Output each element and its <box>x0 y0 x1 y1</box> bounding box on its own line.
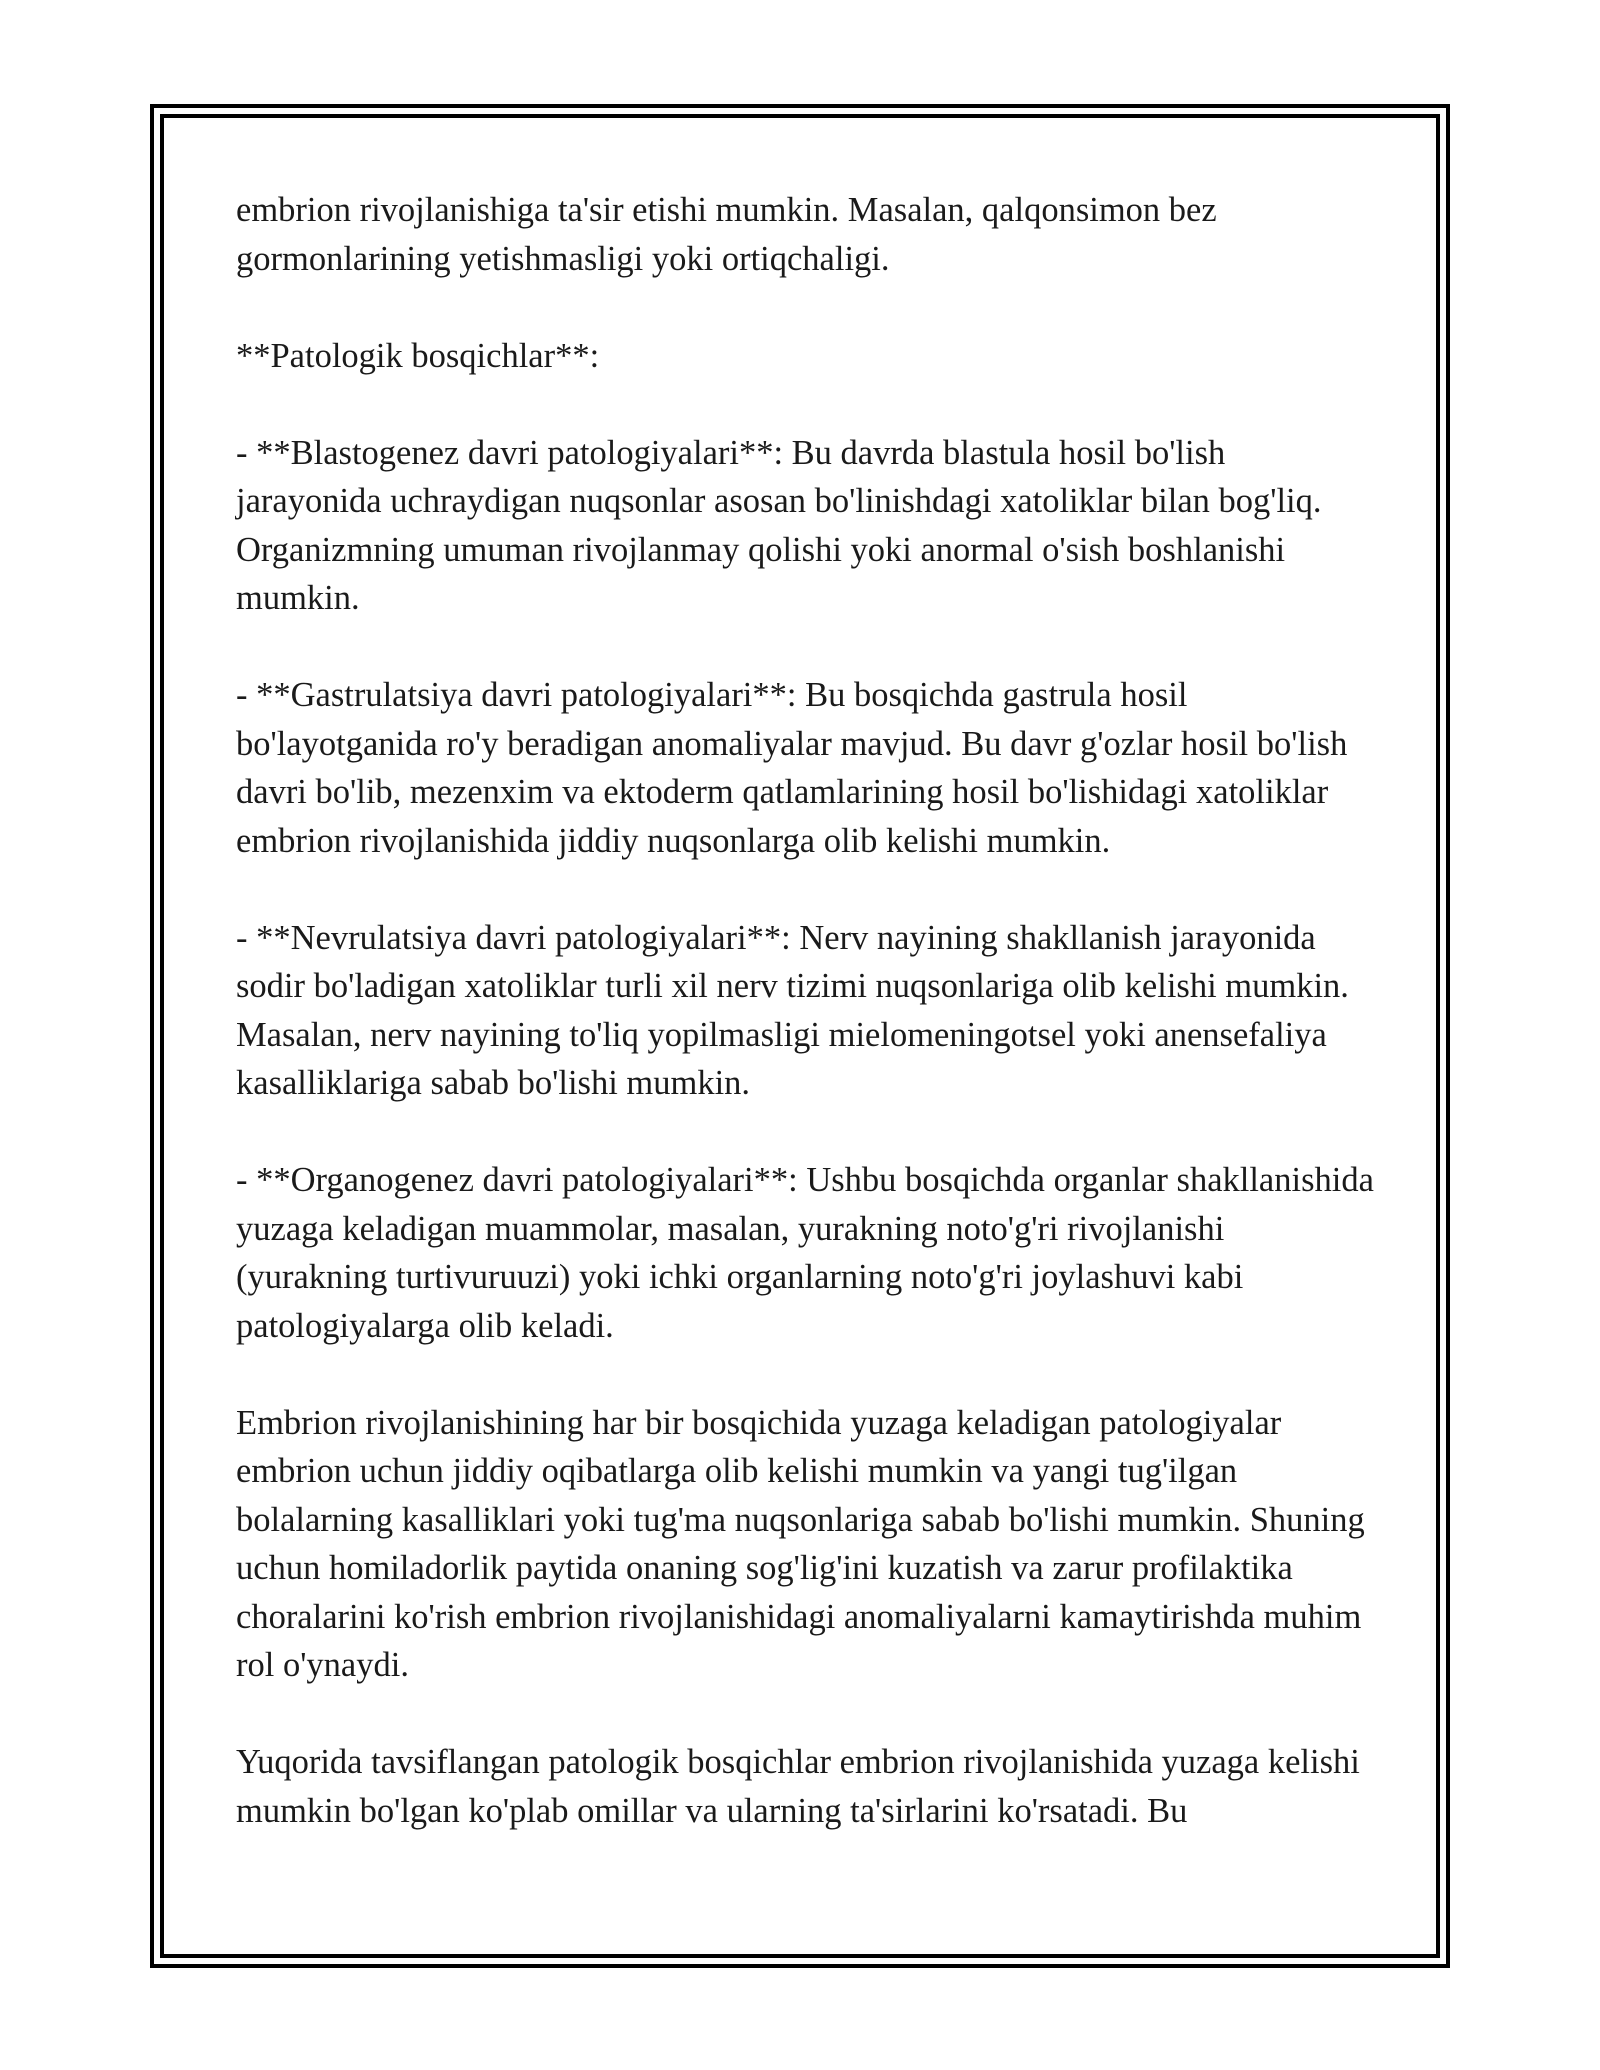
list-item-nevrulatsiya: - **Nevrulatsiya davri patologiyalari**: Nerv nayining shakllanish jarayonida sodir bo'ladigan xatoliklar turli xil nerv tizimi nuqsonlariga olib kelishi mumkin. Masalan, nerv nayining to'liq yopilmasligi mielomeningotsel yoki anensefaliya kasalliklariga sabab bo'lishi mumkin. <box>236 918 1349 1102</box>
paragraph-conclusion-start: Yuqorida tavsiflangan patologik bosqichlar embrion rivojlanishida yuzaga kelishi mumkin bo'lgan ko'plab omillar va ularning ta'sirlarini ko'rsatadi. Bu <box>236 1743 1360 1830</box>
list-item-organogenez: - **Organogenez davri patologiyalari**: Ushbu bosqichda organlar shakllanishida yuzaga keladigan muammolar, masalan, yurakning noto'g'ri rivojlanishi (yurakning turtivuruuzi) yoki ichki organlarning noto'g'ri joylashuvi kabi patologiyalarga olib keladi. <box>236 1161 1374 1345</box>
paragraph-summary: Embrion rivojlanishining har bir bosqichida yuzaga keladigan patologiyalar embrion uchun jiddiy oqibatlarga olib kelishi mumkin va yangi tug'ilgan bolalarning kasalliklari yoki tug'ma nuqsonlariga sabab bo'lishi mumkin. Shuning uchun homiladorlik paytida onaning sog'lig'ini kuzatish va zarur profilaktika choralarini ko'rish embrion rivojlanishidagi anomaliyalarni kamaytirishda muhim rol o'ynaydi. <box>236 1403 1365 1684</box>
paragraph-intro-continuation: embrion rivojlanishiga ta'sir etishi mumkin. Masalan, qalqonsimon bez gormonlarining yetishmasligi yoki ortiqchaligi. <box>236 191 1217 278</box>
document-body <box>236 186 1376 1835</box>
list-item-gastrulatsiya: - **Gastrulatsiya davri patologiyalari**: Bu bosqichda gastrula hosil bo'layotganida ro'y beradigan anomaliyalar mavjud. Bu davr g'ozlar hosil bo'lish davri bo'lib, mezenxim va ektoderm qatlamlarining hosil bo'lishidagi xatoliklar embrion rivojlanishida jiddiy nuqsonlarga olib kelishi mumkin. <box>236 676 1348 860</box>
list-item-blastogenez: - **Blastogenez davri patologiyalari**: Bu davrda blastula hosil bo'lish jarayonida uchraydigan nuqsonlar asosan bo'linishdagi xatoliklar bilan bog'liq. Organizmning umuman rivojlanmay qolishi yoki anormal o'sish boshlanishi mumkin. <box>236 433 1322 617</box>
section-heading-patologik-bosqichlar: **Patologik bosqichlar**: <box>236 336 600 375</box>
